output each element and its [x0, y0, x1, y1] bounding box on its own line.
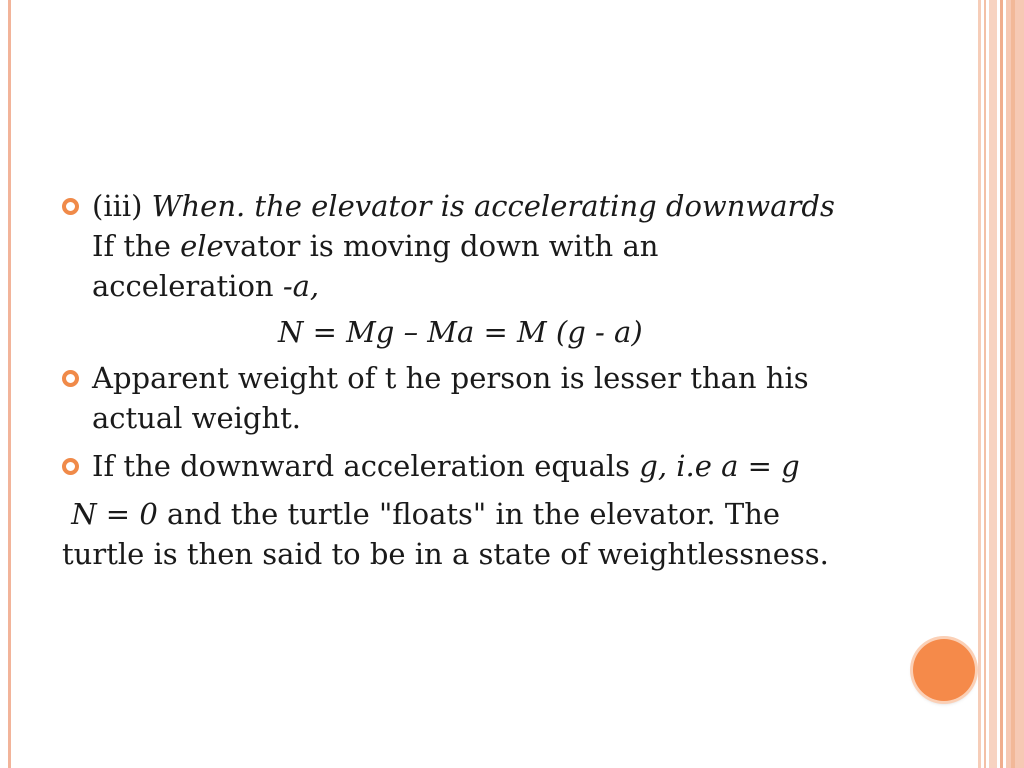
bullet-1-line-1: (iii) When. the elevator is accelerating downwards [92, 189, 835, 223]
bullet-2-line-1: Apparent weight of t he person is lesser than his [92, 361, 809, 395]
weightlessness-paragraph [60, 494, 900, 574]
stripe [1011, 0, 1015, 768]
stripe [1006, 0, 1024, 768]
slide-content [60, 186, 900, 574]
bullet-icon [62, 458, 79, 475]
bullet-item-3 [60, 446, 900, 486]
bullet-3-line: If the downward acceleration equals g, i.e a = g [92, 449, 800, 483]
right-decorative-stripes [978, 0, 1024, 768]
para-line-2: turtle is then said to be in a state of weightlessness. [62, 537, 829, 571]
equation: N = Mg – Ma = M (g - a) [278, 315, 643, 349]
left-decorative-border [8, 0, 11, 768]
bullet-item-2 [60, 358, 900, 438]
bullet-2-line-2: actual weight. [92, 401, 302, 435]
stripe [978, 0, 981, 768]
stripe [989, 0, 997, 768]
stripe [1000, 0, 1003, 768]
bullet-icon [62, 370, 79, 387]
bullet-item-1 [60, 186, 900, 306]
bullet-icon [62, 198, 79, 215]
para-line-1: N = 0 and the turtle "floats" in the elevator. The [71, 497, 781, 531]
bullet-1-line-3: acceleration -a, [92, 269, 320, 303]
stripe [984, 0, 986, 768]
bullet-1-line-2: If the elevator is moving down with an [92, 229, 659, 263]
decorative-circle [913, 639, 975, 701]
heading-italic: When. the elevator is accelerating downwards [151, 189, 835, 223]
